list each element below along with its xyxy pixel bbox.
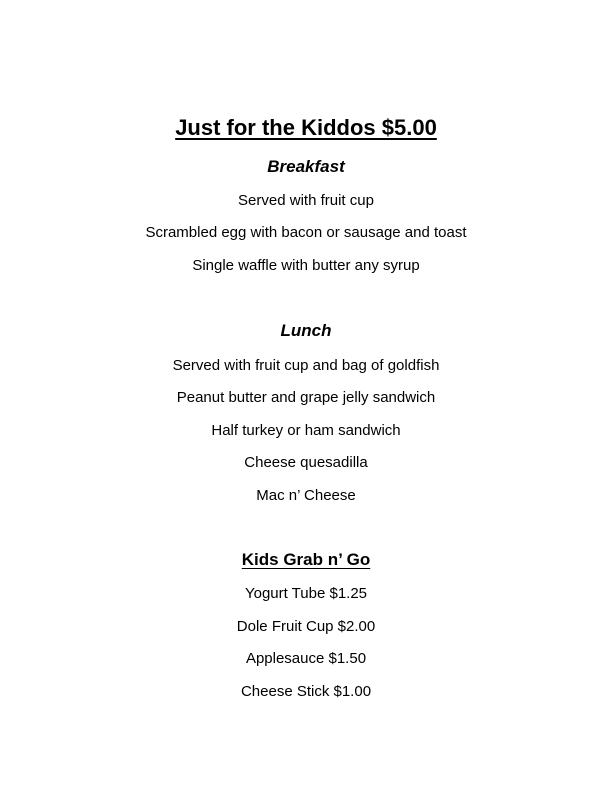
lunch-item: Cheese quesadilla [244,454,368,471]
grab-and-go-item: Cheese Stick $1.00 [240,683,372,700]
lunch-item: Served with fruit cup and bag of goldfish [172,357,440,374]
grab-and-go-heading: Kids Grab n’ Go [241,550,371,569]
grab-and-go-item: Dole Fruit Cup $2.00 [236,618,376,635]
menu-title: Just for the Kiddos $5.00 [175,115,437,140]
lunch-heading: Lunch [280,321,332,340]
breakfast-item: Scrambled egg with bacon or sausage and toast [145,224,467,241]
lunch-item: Peanut butter and grape jelly sandwich [176,389,436,406]
grab-and-go-item: Applesauce $1.50 [245,650,367,667]
breakfast-item: Single waffle with butter any syrup [192,257,420,274]
lunch-item: Mac n’ Cheese [256,487,356,504]
lunch-item: Half turkey or ham sandwich [211,422,401,439]
grab-and-go-item: Yogurt Tube $1.25 [244,585,368,602]
breakfast-heading: Breakfast [267,157,345,176]
breakfast-item: Served with fruit cup [238,192,374,209]
